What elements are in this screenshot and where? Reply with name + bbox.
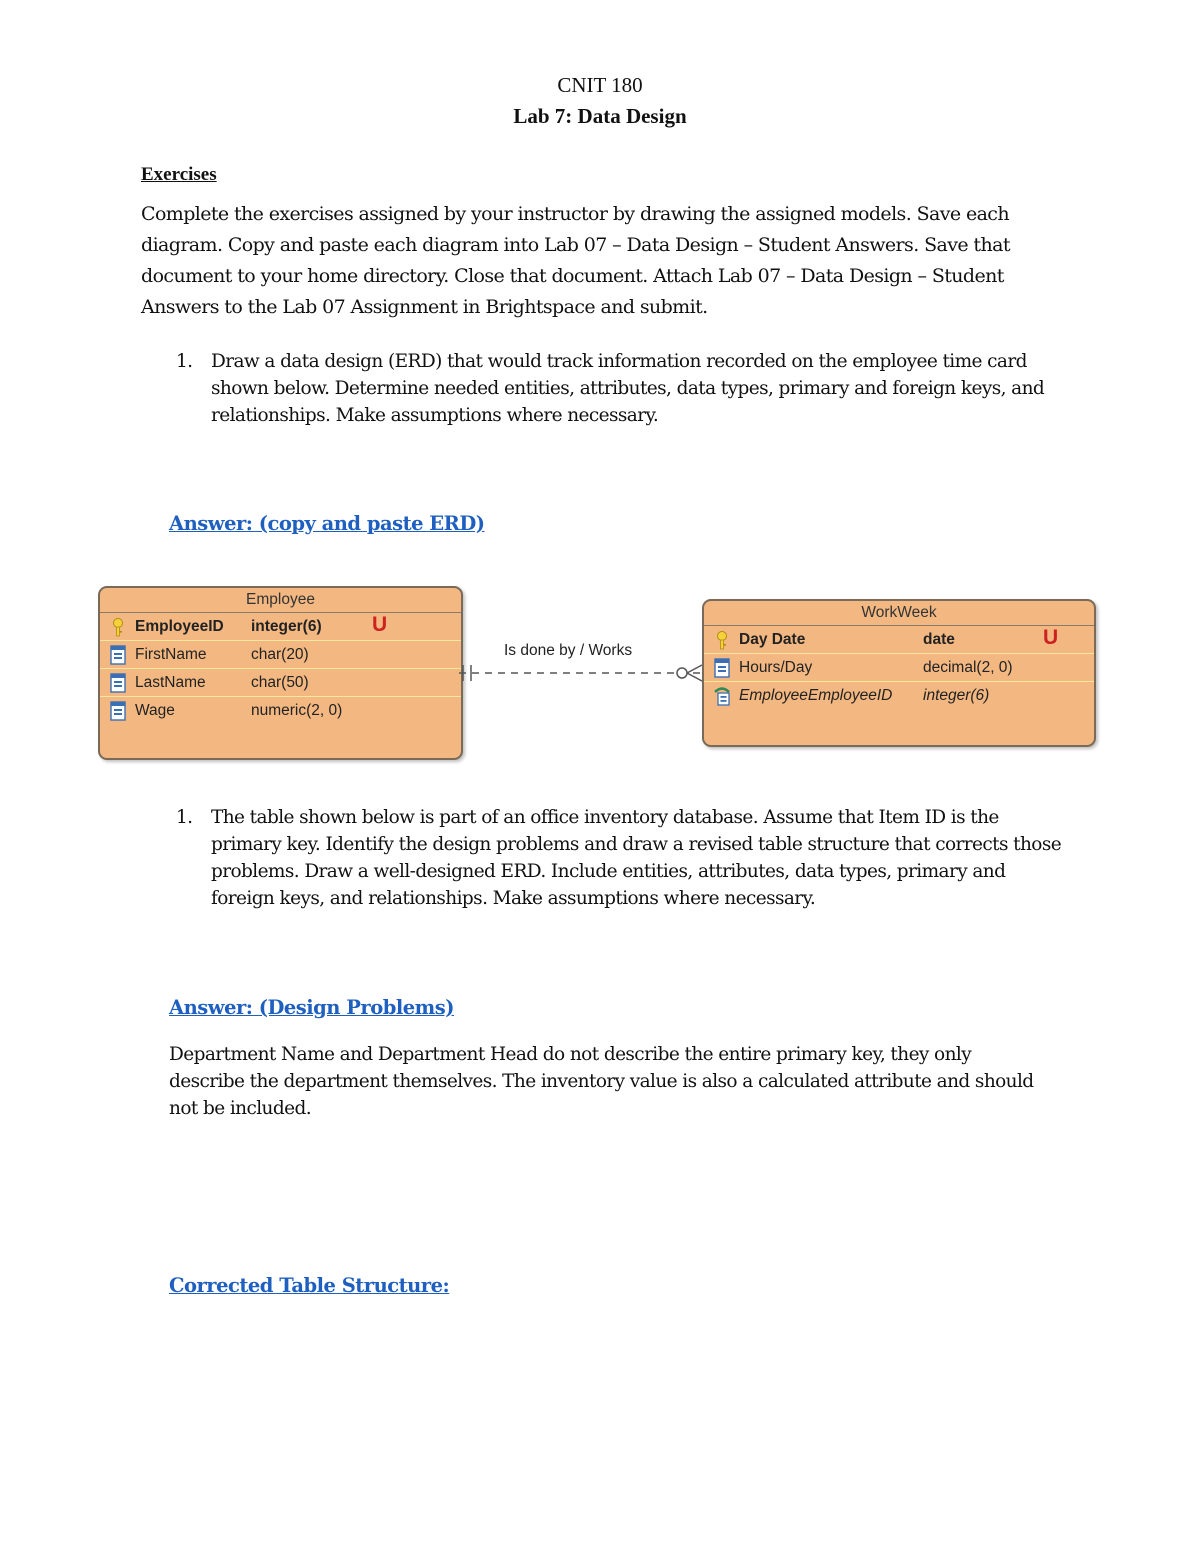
column-icon <box>109 673 127 693</box>
workweek-col-name: Day Date <box>739 631 806 648</box>
exercises-intro: Complete the exercises assigned by your instructor by drawing the assigned models. Save each diagram. Copy and paste each diagram into Lab 07 – Data Design – Student Answers. Save that document to your home directory. Close that document. Attach Lab 07 – Data Design – Student Answers to the Lab 07 Assignment in Brightspace and submit. <box>141 203 1010 318</box>
workweek-entity-title: WorkWeek <box>704 601 1094 626</box>
employee-col-type: char(50) <box>251 674 309 691</box>
workweek-col-name: EmployeeEmployeeID <box>739 687 893 704</box>
corrected-structure-label: Corrected Table Structure: <box>169 1274 450 1297</box>
employee-row <box>100 669 461 697</box>
employee-entity-title: Employee <box>100 588 461 613</box>
question-2-number: 1. <box>176 807 193 828</box>
workweek-col-name: Hours/Day <box>739 659 813 676</box>
answer-1-label: Answer: (copy and paste ERD) <box>169 512 485 535</box>
employee-col-type: integer(6) <box>251 618 322 635</box>
question-2-text: The table shown below is part of an office inventory database. Assume that Item ID is the primary key. Identify the design problems and draw a revised table structure that corrects those problems. Draw a well-designed ERD. Include entities, attributes, data types, primary and foreign keys, and relationships. Make assumptions where necessary. <box>211 807 1062 909</box>
workweek-row <box>704 682 1094 709</box>
relationship-connector <box>459 658 704 688</box>
unique-marker: U <box>1043 626 1059 649</box>
employee-col-type: numeric(2, 0) <box>251 702 343 719</box>
employee-row <box>100 641 461 669</box>
employee-col-type: char(20) <box>251 646 309 663</box>
primary-key-icon <box>713 630 731 650</box>
course-title: CNIT 180 <box>557 73 643 97</box>
primary-key-icon <box>109 617 127 637</box>
answer-2-text: Department Name and Department Head do not describe the entire primary key, they only describe the department themselves. The inventory value is also a calculated attribute and should not be included. <box>169 1044 1034 1119</box>
column-icon <box>713 658 731 678</box>
employee-col-name: LastName <box>135 674 206 691</box>
workweek-col-type: integer(6) <box>923 687 990 704</box>
employee-entity <box>98 586 463 760</box>
employee-col-name: FirstName <box>135 646 207 663</box>
question-1-text: Draw a data design (ERD) that would track information recorded on the employee time card shown below. Determine needed entities, attributes, data types, primary and foreign keys, and relationships. Make assumptions where necessary. <box>211 351 1045 426</box>
workweek-row <box>704 626 1094 654</box>
lab-title: Lab 7: Data Design <box>513 104 687 128</box>
column-icon <box>109 645 127 665</box>
workweek-col-type: date <box>923 631 955 648</box>
exercises-heading: Exercises <box>141 164 217 185</box>
employee-row <box>100 697 461 724</box>
workweek-col-type: decimal(2, 0) <box>923 659 1013 676</box>
employee-col-name: Wage <box>135 702 175 719</box>
employee-col-name: EmployeeID <box>135 618 224 635</box>
workweek-row <box>704 654 1094 682</box>
employee-row <box>100 613 461 641</box>
answer-2-label: Answer: (Design Problems) <box>169 996 454 1019</box>
foreign-key-icon <box>713 686 731 706</box>
relationship-label: Is done by / Works <box>504 642 633 659</box>
workweek-entity <box>702 599 1096 747</box>
question-1-number: 1. <box>176 351 193 372</box>
column-icon <box>109 701 127 721</box>
unique-marker: U <box>372 613 388 636</box>
